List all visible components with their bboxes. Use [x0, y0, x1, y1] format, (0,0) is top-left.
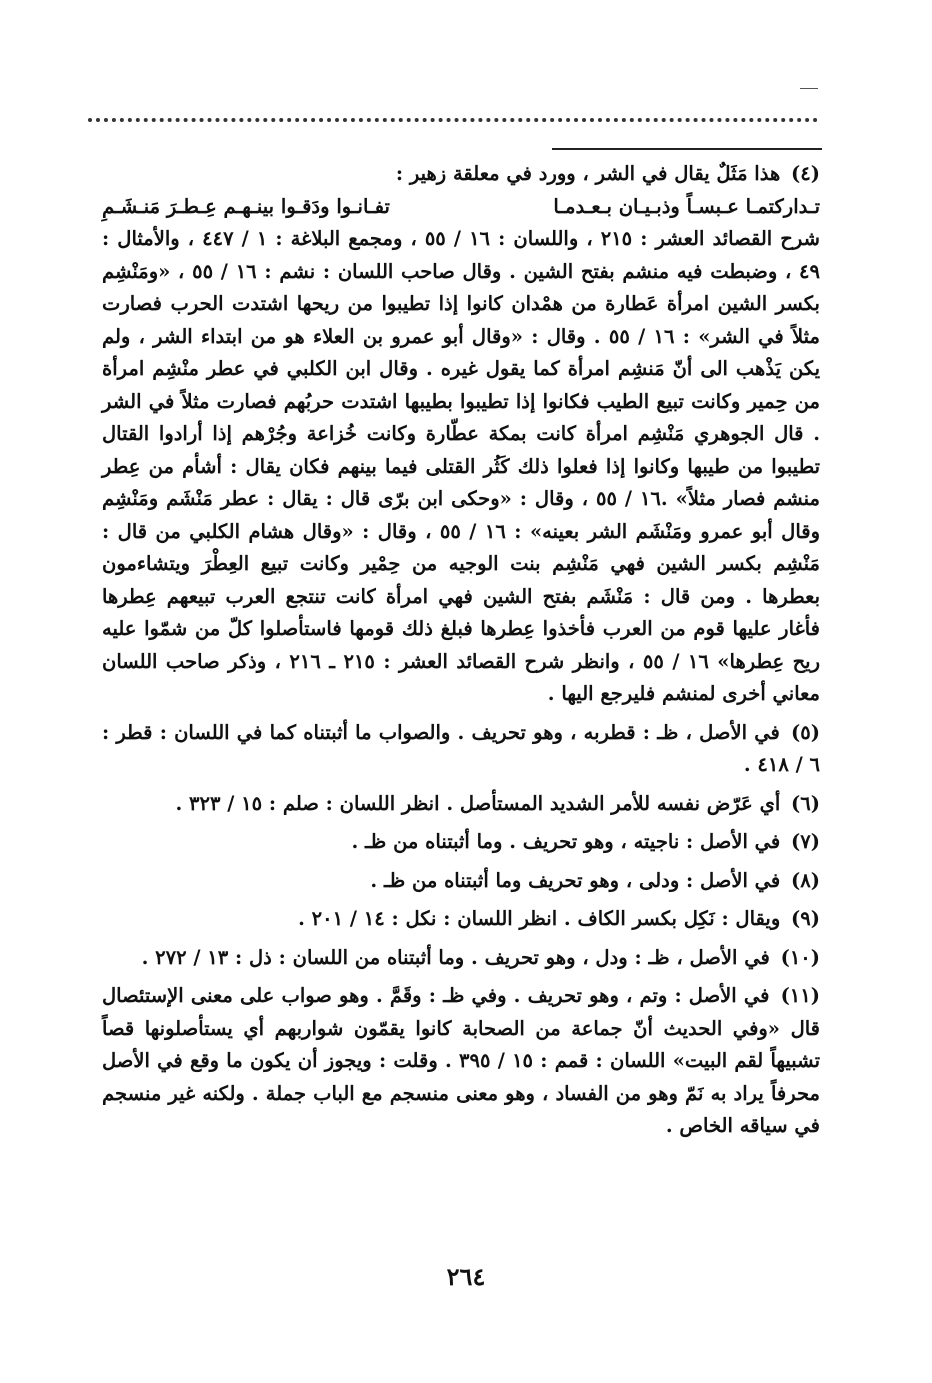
- poem-verse: [102, 191, 820, 224]
- footnote-text: أي عَرّض نفسه للأمر الشديد المستأصل . انظر اللسان : صلم : ١٥ / ٣٢٣ .: [175, 791, 781, 815]
- footnote-text: في الأصل : وتم ، وهو تحريف . وفي ظـ : وقَمَّ . وهو صواب على معنى الإستئصال قال «وفي الحديث أنّ جماعة من الصحابة كانوا يقمّون شواربهم أي يستأصلونها قصاً تشبيهاً لقم البيت» اللسان : قمم : ١٥ / ٣٩٥ . وقلت : ويجوز أن يكون ما وقع في الأصل محرفاً يراد به نَمّ وهو من الفساد ، وهو معنى منسجم مع الباب جملة . ولكنه غير منسجم في سياقه الخاص .: [102, 984, 820, 1137]
- footnote-text: في الأصل ، ظـ : قطربه ، وهو تحريف . والصواب ما أثبتناه كما في اللسان : قطر : ٦ / ٤١٨ .: [102, 720, 820, 776]
- footnote-4: [102, 158, 820, 711]
- footnote-text: في الأصل ، ظـ : ودل ، وهو تحريف . وما أثبتناه من اللسان : ذل : ١٣ / ٢٧٢ .: [141, 945, 770, 969]
- page-number: ٢٦٤: [446, 1262, 486, 1291]
- verse-first-hemistich: تـداركتمـا عـبسـاً وذبـيـان بـعـدمـا: [553, 194, 820, 218]
- footnote-5: [102, 717, 820, 782]
- footnote-11: [102, 980, 820, 1143]
- footnote-number: (١١): [780, 984, 820, 1007]
- footnote-number: (٥): [791, 720, 820, 744]
- footnote-number: (٩): [791, 907, 820, 930]
- footnote-number: (٦): [791, 791, 820, 815]
- footnote-6: [102, 788, 820, 821]
- dotted-divider: [88, 118, 818, 122]
- footnote-number: (١٠): [780, 945, 820, 969]
- footnotes: [102, 158, 820, 1149]
- footnote-separator: [552, 148, 822, 150]
- footnote-number: (٧): [791, 830, 820, 853]
- footnote-continuation: شرح القصائد العشر : ٢١٥ ، واللسان : ١٦ / ٥٥ ، ومجمع البلاغة : ١ / ٤٤٧ ، والأمثال : ٤٩ ، وضبطت فيه منشم بفتح الشين . وقال صاحب اللسان : نشم : ١٦ / ٥٥ ، «ومَنْشِم بكسر الشين امرأة عَطارة من همْدان كانوا إذا تطيبوا من ريحها اشتدت الحرب فصارت مثلاً في الشر» : ١٦ / ٥٥ . وقال : «وقال أبو عمرو بن العلاء هو من ابتداء الشر ، ولم يكن يَذْهب الى أنّ مَنشِم امرأة كما يقول غيره . وقال ابن الكلبي في عطر منْشِم امرأة من حِمير وكانت تبيع الطيب فكانوا إذا تطيبوا بطيبها اشتدت حربُهم فصارت مثلاً في الشر . قال الجوهري مَنْشِم امرأة كانت بمكة عطّارة وكانت خُزاعة وجُرْهم إذا أرادوا القتال تطيبوا من طيبها وكانوا إذا فعلوا ذلك كَثُر القتلى فيما بينهم فكان يقال : أشأم من عِطر منشم فصار مثلاً» .١٦ / ٥٥ ، وقال : «وحكى ابن برّى قال : يقال : عطر مَنْشَم ومَنْشِم وقال أبو عمرو ومَنْشَم الشر بعينه» : ١٦ / ٥٥ ، وقال : «وقال هشام الكلبي من قال : مَنْشِم بكسر الشين فهي مَنْشِم بنت الوجيه من حِمْير وكانت تبيع العِطْرَ ويتشاءمون بعطرها . ومن قال : مَنْشَم بفتح الشين فهي امرأة كانت تنتجع العرب تبيعهم عِطرها فأغار عليها قوم من العرب فأخذوا عِطرها فبلغ ذلك قومها فاستأصلوا كلّ من شمّوا عليه ريح عِطرها» ١٦ / ٥٥ ، وانظر شرح القصائد العشر : ٢١٥ ـ ٢١٦ ، وذكر صاحب اللسان معاني أخرى لمنشم فليرجع اليها .: [102, 227, 821, 705]
- footnote-8: [102, 865, 820, 898]
- footnote-number: (٤): [791, 162, 820, 185]
- verse-second-hemistich: تفـانـوا ودَقـوا بينـهـم عِـطـرَ مَنـشَـمِ: [102, 194, 390, 218]
- footnote-text: ويقال : نَكِل بكسر الكاف . انظر اللسان : نكل : ١٤ / ٢٠١ .: [298, 907, 781, 930]
- footnote-10: [102, 942, 820, 975]
- footnote-text: هذا مَثَلٌ يقال في الشر ، وورد في معلقة زهير :: [395, 162, 781, 185]
- footnote-number: (٨): [791, 868, 820, 892]
- footnote-9: [102, 903, 820, 936]
- corner-mark: [800, 88, 818, 89]
- footnote-7: [102, 826, 820, 859]
- footnote-text: في الأصل : ناجيته ، وهو تحريف . وما أثبتناه من ظـ .: [351, 830, 781, 853]
- footnote-text: في الأصل : ودلى ، وهو تحريف وما أثبتناه من ظـ .: [370, 868, 781, 892]
